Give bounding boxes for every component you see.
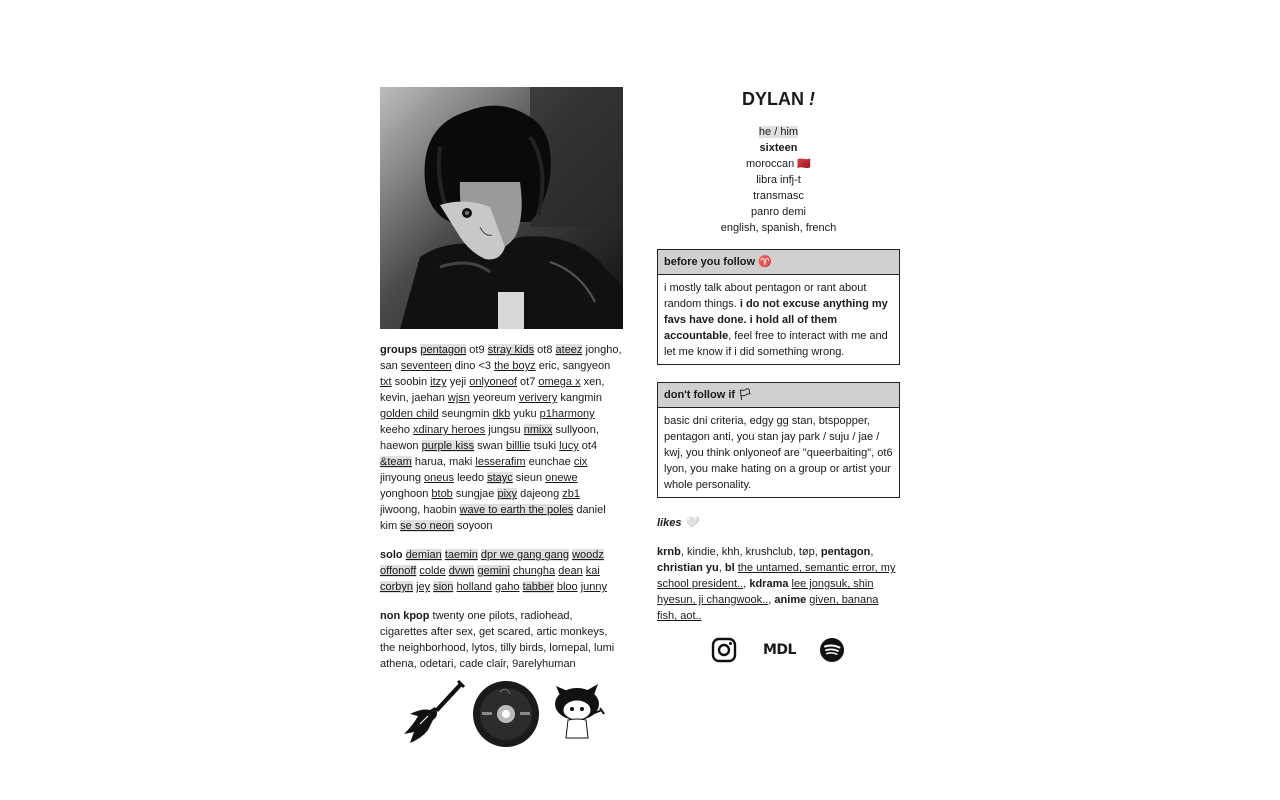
solo-link-woodz[interactable]: woodz <box>572 549 604 561</box>
text: eunchae <box>525 456 574 468</box>
solo-link-offonoff[interactable]: offonoff <box>380 565 417 577</box>
before-follow-outro: , feel free to interact with me and let me know if i did something wrong. <box>664 330 888 358</box>
before-you-follow-body <box>658 275 899 364</box>
text: , kindie, khh, krushclub, tøp, <box>680 546 821 558</box>
group-link-and-team[interactable]: &team <box>380 456 412 468</box>
text: , <box>718 562 725 574</box>
dont-follow-title: don't follow if 🏳 <box>658 383 899 408</box>
solo-label: solo <box>380 549 403 561</box>
group-link-golden-child[interactable]: golden child <box>380 408 439 420</box>
text: yeoreum <box>469 392 519 404</box>
solo-link-gemini[interactable]: gemini <box>477 565 510 577</box>
text: eric, sangyeon <box>535 360 611 372</box>
group-link-onlyoneof[interactable]: onlyoneof <box>469 376 517 388</box>
group-link-pentagon[interactable]: pentagon <box>420 344 467 356</box>
group-link-omega-x[interactable]: omega x <box>538 376 581 388</box>
solo-link-jey[interactable]: jey <box>416 581 431 593</box>
text: ot7 <box>517 376 539 388</box>
non-kpop-label: non kpop <box>380 610 430 622</box>
text: ot8 <box>534 344 556 356</box>
right-column <box>657 87 900 658</box>
text: sullyoon, haewon <box>380 424 599 452</box>
group-link-zb1[interactable]: zb1 <box>562 488 581 500</box>
solo-link-dvwn[interactable]: dvwn <box>448 565 475 577</box>
likes-kdrama-label: kdrama <box>749 578 789 590</box>
text: sungjae <box>452 488 498 500</box>
text: , <box>870 546 874 558</box>
text: soobin <box>391 376 431 388</box>
cd-icon <box>472 680 540 748</box>
group-link-ateez[interactable]: ateez <box>555 344 583 356</box>
likes-kdrama-link[interactable]: lee jongsuk, shin hyesun, ji changwook.. <box>657 578 874 606</box>
group-link-wave-to-earth[interactable]: wave to earth the poles <box>459 504 574 516</box>
groups-label: groups <box>380 344 418 356</box>
before-follow-bold: i do not excuse anything my favs have done. i hold all of them accountable <box>664 298 888 342</box>
solo-link-sion[interactable]: sion <box>433 581 454 593</box>
solo-link-chungha[interactable]: chungha <box>512 565 556 577</box>
likes-bl-link[interactable]: the untamed, semantic error, my school president.. <box>657 562 896 590</box>
instagram-icon[interactable] <box>711 637 737 663</box>
solo-text <box>380 547 623 595</box>
text: jiwoong, haobin <box>380 504 460 516</box>
group-link-btob[interactable]: btob <box>431 488 453 500</box>
left-column <box>380 87 623 672</box>
likes-text <box>657 544 900 624</box>
solo-link-dpr[interactable]: dpr we gang gang <box>480 549 569 561</box>
group-link-stayc[interactable]: stayc <box>487 472 513 484</box>
text: jongho, san <box>380 344 622 372</box>
gender: transmasc <box>753 190 804 202</box>
text: yuku <box>510 408 540 420</box>
likes-anime-link[interactable]: given, banana fish, aot.. <box>657 594 879 622</box>
text: keeho <box>380 424 414 436</box>
solo-link-gaho[interactable]: gaho <box>495 581 520 593</box>
group-link-pixy[interactable]: pixy <box>497 488 518 500</box>
text: ot9 <box>466 344 488 356</box>
group-link-xdinary-heroes[interactable]: xdinary heroes <box>413 424 486 436</box>
likes-title: likes 🤍 <box>657 517 699 529</box>
text: , <box>768 594 775 606</box>
group-link-txt[interactable]: txt <box>380 376 392 388</box>
kuromi-icon <box>548 680 606 742</box>
group-link-the-boyz[interactable]: the boyz <box>494 360 536 372</box>
group-link-verivery[interactable]: verivery <box>518 392 558 404</box>
solo-link-taemin[interactable]: taemin <box>444 549 478 561</box>
likes-pentagon: pentagon <box>820 546 871 558</box>
profile-photo <box>380 87 623 329</box>
text: soyoon <box>454 520 493 532</box>
text: dajeong <box>517 488 563 500</box>
text: daniel kim <box>380 504 606 532</box>
age: sixteen <box>759 142 798 154</box>
solo-link-demian[interactable]: demian <box>405 549 442 561</box>
dont-follow-body: basic dni criteria, edgy gg stan, btspopper, pentagon anti, you stan jay park / suju / jae / kwj, you think onlyoneof are "queerbaiting", ot6 lyon, you make hating on a group or artist your whole personality. <box>664 415 893 491</box>
name-mark: ! <box>809 89 815 109</box>
languages: english, spanish, french <box>720 222 837 234</box>
group-link-dkb[interactable]: dkb <box>492 408 511 420</box>
text: jungsu <box>485 424 524 436</box>
groups-text <box>380 342 623 534</box>
solo-link-holland[interactable]: holland <box>456 581 492 593</box>
spotify-icon[interactable] <box>819 637 845 663</box>
text: tsuki <box>530 440 560 452</box>
group-link-lucy[interactable]: lucy <box>559 440 579 452</box>
non-kpop-list: twenty one pilots, radiohead, cigarettes after sex, get scared, artic monkeys, the neighborhood, lytos, tilly birds, lomepal, lumi athena, odetari, cade clair, 9arelyhuman <box>380 610 615 670</box>
solo-link-dean[interactable]: dean <box>558 565 583 577</box>
group-link-wjsn[interactable]: wjsn <box>447 392 470 404</box>
text: yeji <box>446 376 470 388</box>
mdl-link[interactable]: MDL <box>763 642 796 658</box>
text: kangmin <box>557 392 602 404</box>
pronouns: he / him <box>758 126 799 138</box>
before-you-follow-box <box>657 249 900 365</box>
group-link-oneus[interactable]: oneus <box>424 472 455 484</box>
likes-krnb: krnb <box>657 546 681 558</box>
name-text: DYLAN <box>741 89 804 109</box>
group-link-billlie[interactable]: billlie <box>505 440 531 452</box>
text: ot4 <box>578 440 598 452</box>
text: seungmin <box>438 408 493 420</box>
group-link-stray-kids[interactable]: stray kids <box>487 344 535 356</box>
orientation: panro demi <box>750 206 807 218</box>
group-link-lesserafim[interactable]: lesserafim <box>475 456 526 468</box>
text: harua, maki <box>411 456 476 468</box>
group-link-cix[interactable]: cix <box>573 456 588 468</box>
group-link-nmixx[interactable]: nmixx <box>523 424 553 436</box>
group-link-itzy[interactable]: itzy <box>430 376 447 388</box>
solo-link-colde[interactable]: colde <box>419 565 446 577</box>
guitar-icon <box>400 680 465 745</box>
text: xen, kevin, jaehan <box>380 376 605 404</box>
group-link-onewe[interactable]: onewe <box>545 472 578 484</box>
text: sieun <box>512 472 546 484</box>
likes-christian-yu: christian yu <box>657 562 719 574</box>
text: yonghoon <box>380 488 432 500</box>
before-you-follow-title: before you follow ♈ <box>658 250 899 275</box>
group-link-se-so-neon[interactable]: se so neon <box>400 520 454 532</box>
text: jinyoung <box>380 472 425 484</box>
profile-name <box>657 87 900 111</box>
social-links <box>657 637 900 667</box>
decoration-row <box>400 680 610 750</box>
group-link-p1harmony[interactable]: p1harmony <box>539 408 595 420</box>
signs: libra infj-t <box>756 174 801 186</box>
solo-link-junny[interactable]: junny <box>580 581 607 593</box>
likes-anime-label: anime <box>774 594 807 606</box>
likes-bl-label: bl <box>724 562 735 574</box>
text: , <box>743 578 750 590</box>
solo-link-tabber[interactable]: tabber <box>522 581 554 593</box>
solo-link-corbyn[interactable]: corbyn <box>380 581 414 593</box>
solo-link-bloo[interactable]: bloo <box>556 581 578 593</box>
text: dino <3 <box>451 360 495 372</box>
solo-link-kai[interactable]: kai <box>585 565 600 577</box>
before-follow-intro: i mostly talk about pentagon or rant about random things. <box>664 282 867 310</box>
text: swan <box>474 440 506 452</box>
non-kpop-text <box>380 608 623 672</box>
profile-facts <box>657 124 900 236</box>
dont-follow-box <box>657 382 900 498</box>
nationality: moroccan 🇲🇦 <box>745 158 812 170</box>
text: leedo <box>454 472 488 484</box>
group-link-purple-kiss[interactable]: purple kiss <box>421 440 475 452</box>
group-link-seventeen[interactable]: seventeen <box>400 360 452 372</box>
